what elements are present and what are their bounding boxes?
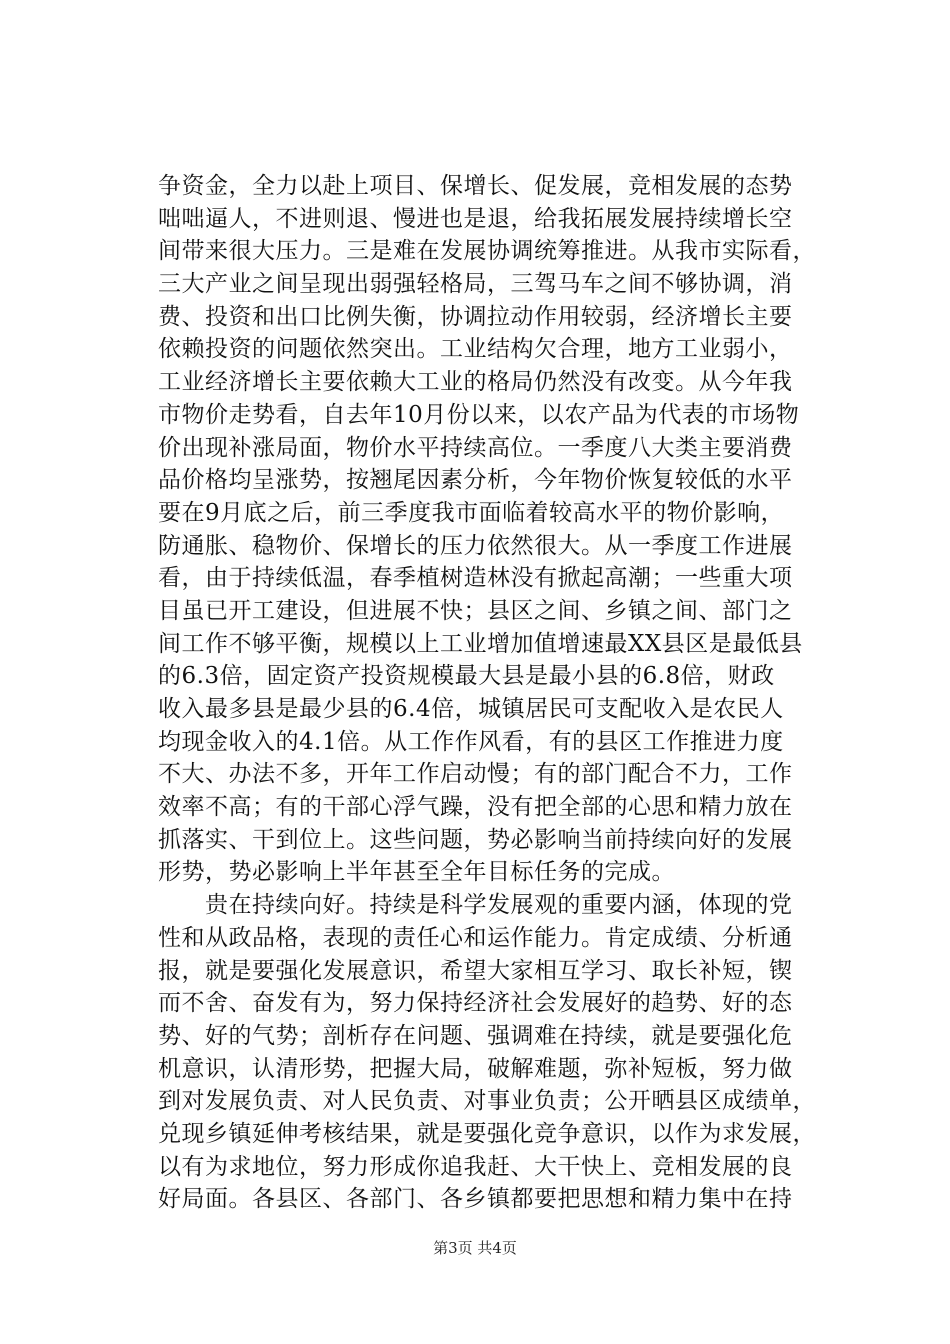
- text-line: 机意识，认清形势，把握大局，破解难题，弥补短板，努力做: [158, 1055, 793, 1082]
- text-line: 报，就是要强化发展意识，希望大家相互学习、取长补短，锲: [158, 957, 793, 984]
- text-line: 抓落实、干到位上。这些问题，势必影响当前持续向好的发展: [158, 826, 793, 853]
- text-line: 性和从政品格，表现的责任心和运作能力。肯定成绩、分析通: [158, 924, 793, 951]
- text-line: 间工作不够平衡，规模以上工业增加值增速最XX县区是最低县: [158, 630, 803, 657]
- text-line: 依赖投资的问题依然突出。工业结构欠合理，地方工业弱小，: [158, 336, 793, 363]
- text-line: 效率不高；有的干部心浮气躁，没有把全部的心思和精力放在: [158, 794, 793, 821]
- text-line: 目虽已开工建设，但进展不快；县区之间、乡镇之间、部门之: [158, 597, 793, 624]
- text-line: 势、好的气势；剖析存在问题、强调难在持续，就是要强化危: [158, 1022, 793, 1049]
- text-line: 的6.3倍，固定资产投资规模最大县是最小县的6.8倍，财政: [158, 663, 775, 690]
- text-line: 到对发展负责、对人民负责、对事业负责；公开晒县区成绩单，: [158, 1088, 816, 1115]
- text-line: 好局面。各县区、各部门、各乡镇都要把思想和精力集中在持: [158, 1186, 793, 1213]
- text-line: 不大、办法不多，开年工作启动慢；有的部门配合不力，工作: [158, 761, 793, 788]
- body-text: [158, 170, 828, 1216]
- text-line: 工业经济增长主要依赖大工业的格局仍然没有改变。从今年我: [158, 369, 793, 396]
- text-line: 品价格均呈涨势，按翘尾因素分析，今年物价恢复较低的水平: [158, 467, 793, 494]
- text-line: 均现金收入的4.1倍。从工作作风看，有的县区工作推进力度: [158, 728, 784, 755]
- text-line: 而不舍、奋发有为，努力保持经济社会发展好的趋势、好的态: [158, 990, 793, 1017]
- text-line: 间带来很大压力。三是难在发展协调统筹推进。从我市实际看，: [158, 238, 816, 265]
- text-line: 形势，势必影响上半年甚至全年目标任务的完成。: [158, 859, 675, 886]
- text-line: 费、投资和出口比例失衡，协调拉动作用较弱，经济增长主要: [158, 303, 793, 330]
- text-line: 咄咄逼人，不进则退、慢进也是退，给我拓展发展持续增长空: [158, 205, 793, 232]
- text-line: 看，由于持续低温，春季植树造林没有掀起高潮；一些重大项: [158, 565, 793, 592]
- text-line: 要在9月底之后，前三季度我市面临着较高水平的物价影响，: [158, 499, 785, 526]
- text-line: 兑现乡镇延伸考核结果，就是要强化竞争意识，以作为求发展，: [158, 1120, 816, 1147]
- page-number-footer: 第3页 共4页: [433, 1239, 517, 1257]
- text-line: 价出现补涨局面，物价水平持续高位。一季度八大类主要消费: [158, 434, 793, 461]
- text-line: 以有为求地位，努力形成你追我赶、大干快上、竞相发展的良: [158, 1153, 793, 1180]
- text-line: 争资金，全力以赴上项目、保增长、促发展，竞相发展的态势: [158, 173, 793, 199]
- text-line: 市物价走势看，自去年10月份以来，以农产品为代表的市场物: [158, 401, 800, 428]
- text-line: 三大产业之间呈现出弱强轻格局，三驾马车之间不够协调，消: [158, 271, 793, 298]
- text-line: 防通胀、稳物价、保增长的压力依然很大。从一季度工作进展: [158, 532, 793, 559]
- paragraph-start-line: 贵在持续向好。持续是科学发展观的重要内涵，体现的党: [158, 892, 793, 919]
- text-line: 收入最多县是最少县的6.4倍，城镇居民可支配收入是农民人: [158, 696, 784, 722]
